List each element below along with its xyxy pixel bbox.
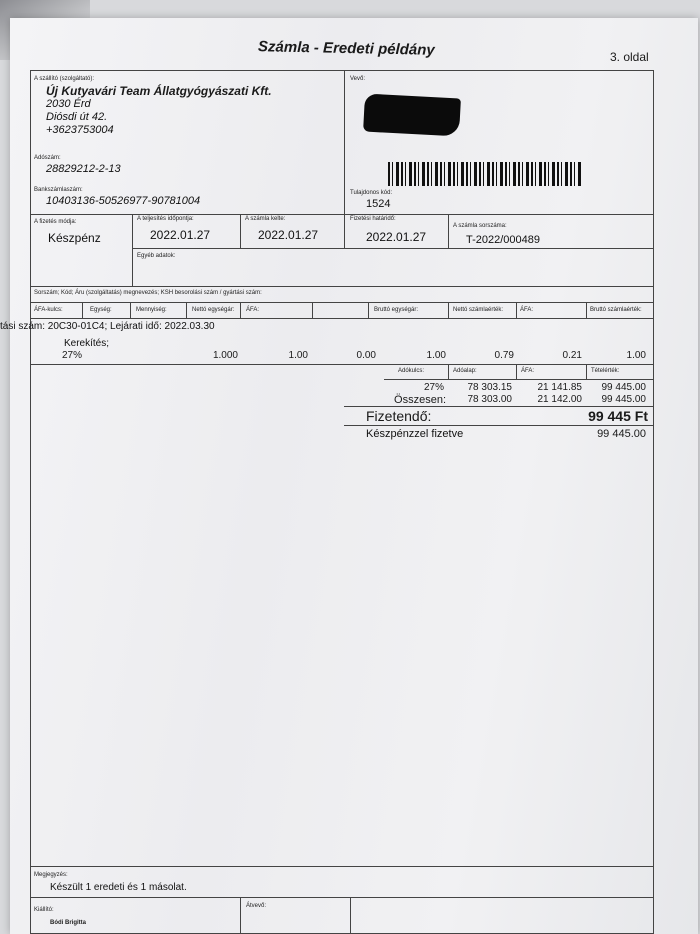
divider xyxy=(344,406,654,407)
item-vat-rate: 27% xyxy=(61,350,82,361)
sum-total: 99 445.00 xyxy=(601,394,646,405)
divider xyxy=(516,302,517,318)
summary-vat-label: ÁFA: xyxy=(521,368,535,374)
buyer-label: Vevő: xyxy=(350,76,366,82)
owner-code: 1524 xyxy=(366,198,391,210)
divider xyxy=(448,364,449,379)
invoice-number: T-2022/000489 xyxy=(466,234,541,246)
issuer-label: Kiállító: xyxy=(34,907,54,913)
summary-total: 99 445.00 xyxy=(601,382,646,393)
divider xyxy=(30,364,654,365)
divider xyxy=(448,214,449,248)
divider xyxy=(448,302,449,318)
summary-rate-label: Adókulcs: xyxy=(398,368,425,374)
redacted-buyer-name xyxy=(363,94,461,137)
col-net-unit-price: Nettó egységár: xyxy=(192,307,235,313)
payment-method: Készpénz xyxy=(48,231,101,245)
payable-amount: 99 445 Ft xyxy=(588,408,648,424)
issue-date-label: A számla kelte: xyxy=(245,216,286,222)
divider xyxy=(30,286,654,287)
divider xyxy=(30,318,654,319)
item-vat-value: 0.21 xyxy=(562,350,582,361)
col-gross-unit-price: Bruttó egységár: xyxy=(374,307,419,313)
divider xyxy=(344,425,654,426)
fulfillment-date: 2022.01.27 xyxy=(150,228,211,242)
item-gross-value: 1.00 xyxy=(626,350,646,361)
divider xyxy=(344,70,345,248)
payable-label: Fizetendő: xyxy=(366,408,432,424)
sum-base: 78 303.00 xyxy=(467,394,512,405)
supplier-phone: +3623753004 xyxy=(46,124,114,136)
tax-number: 28829212-2-13 xyxy=(46,163,121,175)
divider xyxy=(186,302,187,318)
col-vat-key: ÁFA-kulcs: xyxy=(34,307,63,313)
divider xyxy=(82,302,83,318)
divider xyxy=(30,302,654,303)
divider xyxy=(368,302,369,318)
item-gross-unit-price: 0.79 xyxy=(494,350,514,361)
bank-account-label: Bankszámlaszám: xyxy=(34,187,83,193)
divider xyxy=(240,214,241,248)
other-data-label: Egyéb adatok: xyxy=(137,253,176,259)
divider xyxy=(30,897,654,898)
divider xyxy=(516,364,517,379)
item-vat: 1.00 xyxy=(426,350,446,361)
issuer-name: Bódi Brigitta xyxy=(50,920,86,926)
divider xyxy=(30,214,654,215)
divider xyxy=(350,897,351,933)
item-quantity: 1.00 xyxy=(288,350,308,361)
item-net-unit-price: 0.00 xyxy=(356,350,376,361)
item-serial-line: tási szám: 20C30-01C4; Lejárati idő: 2022.03.30 xyxy=(0,321,215,332)
summary-base-label: Adóalap: xyxy=(453,368,477,374)
cash-paid-label: Készpénzzel fizetve xyxy=(366,428,464,440)
owner-code-label: Tulajdonos kód: xyxy=(350,190,393,196)
sum-vat: 21 142.00 xyxy=(537,394,582,405)
divider xyxy=(586,302,587,318)
page-number: 3. oldal xyxy=(610,50,649,64)
divider xyxy=(240,897,241,933)
summary-vat: 21 141.85 xyxy=(537,382,582,393)
supplier-city: 2030 Érd xyxy=(46,98,91,110)
issue-date: 2022.01.27 xyxy=(258,228,319,242)
divider xyxy=(30,866,654,867)
bank-account: 10403136-50526977-90781004 xyxy=(46,195,201,207)
col-vat: ÁFA: xyxy=(246,307,260,313)
col-unit: Egység: xyxy=(90,307,112,313)
barcode-graphic xyxy=(388,162,582,186)
sum-label: Összesen: xyxy=(394,394,446,406)
col-vat-2: ÁFA: xyxy=(520,307,534,313)
item-unit: 1.000 xyxy=(212,350,238,361)
due-date: 2022.01.27 xyxy=(366,230,427,244)
supplier-street: Diósdi út 42. xyxy=(46,111,108,123)
invoice-number-label: A számla sorszáma: xyxy=(453,223,507,229)
col-gross-value: Bruttó számlaérték: xyxy=(590,307,642,313)
note-label: Megjegyzés: xyxy=(34,872,68,878)
divider xyxy=(586,364,587,379)
divider xyxy=(312,302,313,318)
divider xyxy=(384,379,654,380)
tax-number-label: Adószám: xyxy=(34,155,61,161)
summary-total-label: Tételérték: xyxy=(591,368,620,374)
note-text: Készült 1 eredeti és 1 másolat. xyxy=(50,882,187,893)
divider xyxy=(130,302,131,318)
invoice-title: Számla - Eredeti példány xyxy=(257,38,435,59)
supplier-label: A szállító (szolgáltató): xyxy=(34,76,95,82)
cash-paid-amount: 99 445.00 xyxy=(597,428,646,440)
summary-rate: 27% xyxy=(423,382,444,393)
due-date-label: Fizetési határidő: xyxy=(350,216,396,222)
receiver-label: Átvevő: xyxy=(246,903,267,909)
items-header-description: Sorszám; Kód; Áru (szolgáltatás) megnevezés; KSH besorolási szám / gyártási szám: xyxy=(34,290,262,296)
item-name: Kerekítés; xyxy=(64,338,110,349)
payment-method-label: A fizetés módja: xyxy=(34,219,77,225)
col-quantity: Mennyiség: xyxy=(136,307,167,313)
col-net-value: Nettó számlaérték: xyxy=(453,307,504,313)
divider xyxy=(132,214,133,286)
divider xyxy=(240,302,241,318)
supplier-name: Új Kutyavári Team Állatgyógyászati Kft. xyxy=(46,84,272,98)
summary-base: 78 303.15 xyxy=(467,382,512,393)
fulfillment-date-label: A teljesítés időpontja: xyxy=(137,216,194,222)
divider xyxy=(132,248,654,249)
